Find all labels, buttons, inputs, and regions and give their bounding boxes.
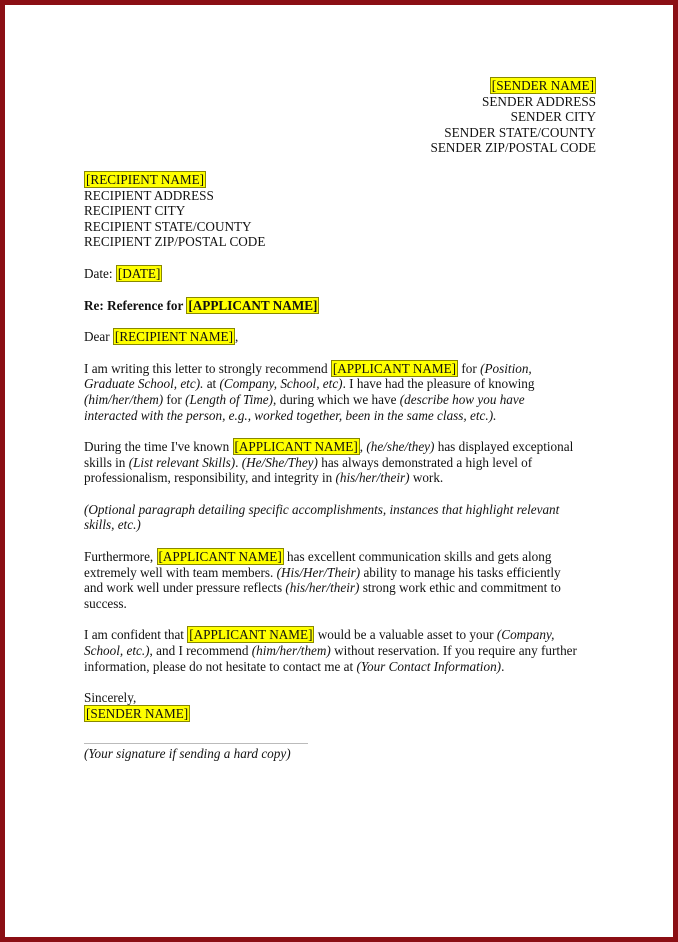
p5-italic-1: (Company,: [496, 627, 555, 643]
p1-text-5: for: [163, 391, 186, 407]
p1-italic-7: interacted with the person, e.g., worked together, been in the same class, etc.).: [84, 407, 497, 423]
paragraph-confidence: [84, 627, 596, 674]
p2-text-4: skills in: [84, 454, 129, 470]
salutation-suffix: ,: [235, 329, 239, 345]
p2-text-5: .: [235, 454, 242, 470]
sender-zip: SENDER ZIP/POSTAL CODE: [430, 140, 596, 156]
p5-italic-4: (Your Contact Information): [356, 658, 502, 674]
p4-text-2: has excellent communication skills and gets along: [283, 549, 552, 565]
p5-italic-2: School, etc.): [84, 643, 150, 659]
p1-italic-5: (Length of Time): [185, 391, 274, 407]
p5-text-1: I am confident that: [84, 627, 188, 643]
p2-italic-4: (his/her/their): [335, 470, 410, 486]
p5-italic-3: (him/her/them): [251, 643, 331, 659]
p1-italic-2: Graduate School, etc).: [84, 376, 204, 392]
p3-line-1: (Optional paragraph detailing specific accomplishments, instances that highlight relevant: [84, 501, 560, 517]
recipient-name-placeholder[interactable]: [RECIPIENT NAME]: [86, 171, 205, 187]
p1-italic-1: (Position,: [480, 360, 532, 376]
subject-applicant-placeholder[interactable]: [APPLICANT NAME]: [188, 297, 318, 313]
recipient-state: RECIPIENT STATE/COUNTY: [84, 218, 252, 234]
p2-text-6: has always demonstrated a high level of: [317, 454, 533, 470]
closing-sender-name-placeholder[interactable]: [SENDER NAME]: [86, 705, 189, 721]
recipient-zip: RECIPIENT ZIP/POSTAL CODE: [84, 234, 266, 250]
p5-text-4: without reservation. If you require any further: [330, 643, 577, 659]
p2-text-8: work.: [409, 470, 444, 486]
salutation: [84, 329, 596, 345]
p3-line-2: skills, etc.): [84, 517, 141, 533]
recipient-address: RECIPIENT ADDRESS: [84, 187, 214, 203]
p4-text-1: Furthermore,: [84, 549, 157, 565]
closing-block: [84, 690, 596, 762]
paragraph-intro: [84, 361, 596, 423]
paragraph-skills: [84, 439, 596, 486]
recipient-city: RECIPIENT CITY: [84, 203, 186, 219]
p4-text-5: and work well under pressure reflects: [84, 580, 286, 596]
p1-text-2: for: [458, 360, 481, 376]
p1-text-4: . I have had the pleasure of knowing: [342, 376, 535, 392]
p5-text-5: information, please do not hesitate to contact me at: [84, 658, 357, 674]
p5-text-6: .: [501, 658, 505, 674]
sender-state: SENDER STATE/COUNTY: [444, 124, 596, 140]
p2-text-3: has displayed exceptional: [434, 439, 574, 455]
date-label: Date:: [84, 265, 116, 281]
p1-text-1: I am writing this letter to strongly recommend: [84, 360, 331, 376]
sender-city: SENDER CITY: [510, 109, 596, 125]
p2-text-1: During the time I've known: [84, 439, 233, 455]
sender-name-placeholder[interactable]: [SENDER NAME]: [491, 78, 594, 93]
letter-page: [84, 78, 596, 762]
p2-italic-3: (He/She/They): [241, 454, 318, 470]
signature-note: (Your signature if sending a hard copy): [84, 746, 291, 762]
signature-line: [84, 743, 308, 744]
p4-italic-1: (His/Her/Their): [276, 564, 361, 580]
salutation-name-placeholder[interactable]: [RECIPIENT NAME]: [114, 329, 233, 345]
date-line: [84, 266, 596, 282]
p1-italic-4: (him/her/them): [84, 391, 164, 407]
p4-applicant-placeholder[interactable]: [APPLICANT NAME]: [158, 549, 282, 565]
recipient-block: [84, 172, 596, 250]
subject-prefix: Re: Reference for: [84, 297, 187, 313]
p5-text-3: , and I recommend: [149, 643, 252, 659]
p1-italic-6: (describe how you have: [399, 391, 525, 407]
p2-text-7: professionalism, responsibility, and integrity in: [84, 470, 336, 486]
p4-text-6: strong work ethic and commitment to: [359, 580, 561, 596]
sender-block: [84, 78, 596, 156]
paragraph-optional: [84, 502, 596, 533]
p4-text-7: success.: [84, 595, 127, 611]
p2-applicant-placeholder[interactable]: [APPLICANT NAME]: [234, 439, 358, 455]
p1-italic-3: (Company, School, etc): [219, 376, 343, 392]
salutation-prefix: Dear: [84, 329, 113, 345]
p5-text-2: would be a valuable asset to your: [314, 627, 497, 643]
p5-applicant-placeholder[interactable]: [APPLICANT NAME]: [189, 627, 313, 643]
p2-text-2: ,: [359, 439, 367, 455]
p2-italic-1: (he/she/they): [366, 439, 435, 455]
p4-text-4: ability to manage his tasks efficiently: [360, 564, 561, 580]
p1-applicant-placeholder[interactable]: [APPLICANT NAME]: [332, 360, 457, 376]
paragraph-communication: [84, 549, 596, 611]
p2-italic-2: (List relevant Skills): [128, 454, 236, 470]
closing-sincerely: Sincerely,: [84, 690, 137, 706]
sender-address: SENDER ADDRESS: [482, 93, 596, 109]
p4-text-3: extremely well with team members.: [84, 564, 277, 580]
p1-text-3: at: [203, 376, 220, 392]
p4-italic-2: (his/her/their): [285, 580, 360, 596]
p1-text-6: , during which we have: [273, 391, 400, 407]
subject-line: [84, 298, 596, 314]
date-placeholder[interactable]: [DATE]: [117, 265, 161, 281]
